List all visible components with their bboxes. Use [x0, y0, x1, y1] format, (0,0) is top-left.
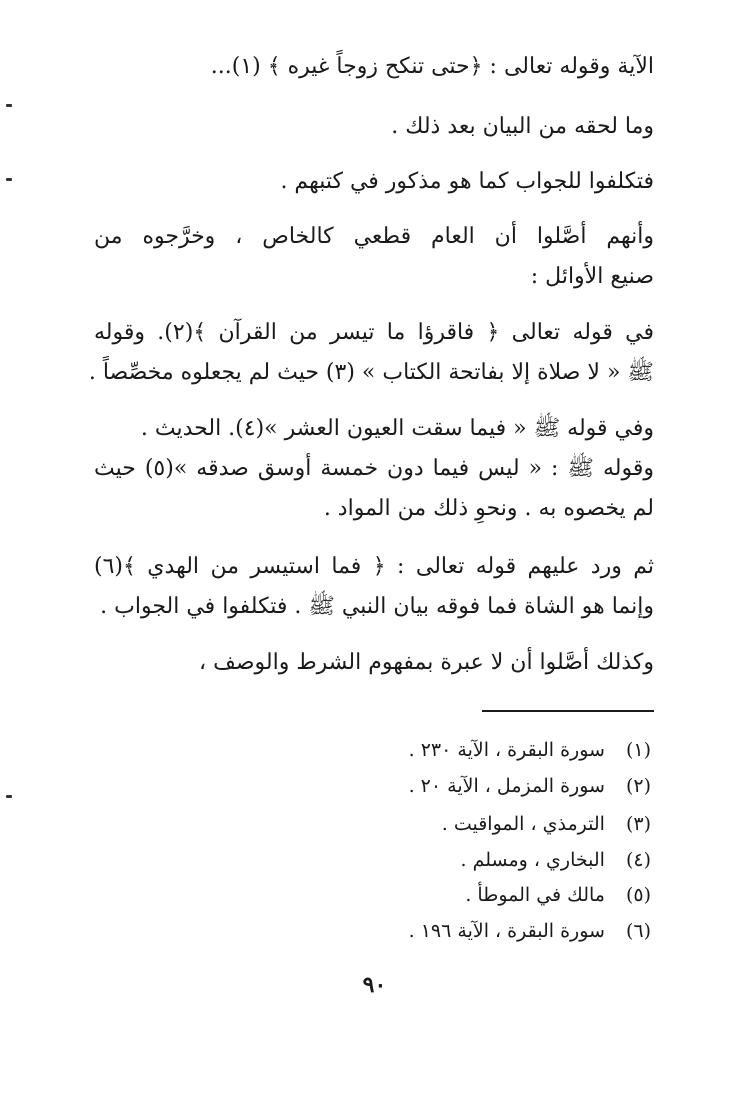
footnote-number: (٣)	[625, 813, 651, 835]
footnote	[409, 773, 651, 799]
footnote-number: (٥)	[625, 884, 651, 906]
footnote	[409, 918, 651, 944]
scan-artifact	[6, 795, 12, 798]
footnote-text: البخاري ، ومسلم .	[460, 849, 605, 871]
footnote	[461, 847, 651, 873]
body-line: وقوله ﷺ : « ليس فيما دون خمسة أوسق صدقه »(٥) حيث	[94, 456, 654, 481]
body-line: في قوله تعالى ﴿ فاقرؤا ما تيسر من القرآن ﴾(٢). وقوله	[94, 320, 654, 345]
body-line: لم يخصوه به . ونحوِ ذلك من المواد .	[323, 496, 654, 521]
footnote-text: سورة البقرة ، الآية ٢٣٠ .	[408, 739, 605, 761]
body-line: صنيع الأوائل :	[530, 264, 654, 289]
footnote	[442, 811, 651, 837]
footnote	[465, 882, 651, 908]
body-line: وإنما هو الشاة فما فوقه بيان النبي ﷺ . فتكلفوا في الجواب .	[100, 594, 654, 619]
scan-artifact	[6, 178, 12, 181]
footnote-number: (٢)	[625, 775, 651, 797]
body-line: ثم ورد عليهم قوله تعالى : ﴿ فما استيسر من الهدي ﴾(٦)	[94, 554, 654, 579]
body-line: ﷺ « لا صلاة إلا بفاتحة الكتاب » (٣) حيث لم يجعلوه مخصِّصاً .	[88, 360, 654, 385]
footnote-number: (١)	[625, 739, 651, 761]
page-number: ٩٠	[362, 972, 387, 998]
body-line: وما لحقه من البيان بعد ذلك .	[391, 114, 654, 139]
footnote-separator	[482, 710, 654, 712]
body-line: الآية وقوله تعالى : ﴿حتى تنكح زوجاً غيره ﴾ (١)...	[210, 54, 654, 79]
footnote-number: (٦)	[625, 920, 651, 942]
body-line: وأنهم أصَّلوا أن العام قطعي كالخاص ، وخرَّجوه من	[94, 224, 654, 249]
footnote	[409, 737, 651, 763]
footnote-text: سورة المزمل ، الآية ٢٠ .	[408, 775, 605, 797]
scan-artifact	[6, 104, 12, 107]
footnote-text: مالك في الموطأ .	[465, 884, 605, 906]
footnote-number: (٤)	[625, 849, 651, 871]
body-line: وفي قوله ﷺ « فيما سقت العيون العشر »(٤). الحديث .	[140, 416, 654, 441]
body-line: فتكلفوا للجواب كما هو مذكور في كتبهم .	[280, 169, 654, 194]
footnote-text: الترمذي ، المواقيت .	[441, 813, 605, 835]
body-line: وكذلك أصَّلوا أن لا عبرة بمفهوم الشرط والوصف ،	[198, 650, 654, 675]
footnote-text: سورة البقرة ، الآية ١٩٦ .	[408, 920, 605, 942]
